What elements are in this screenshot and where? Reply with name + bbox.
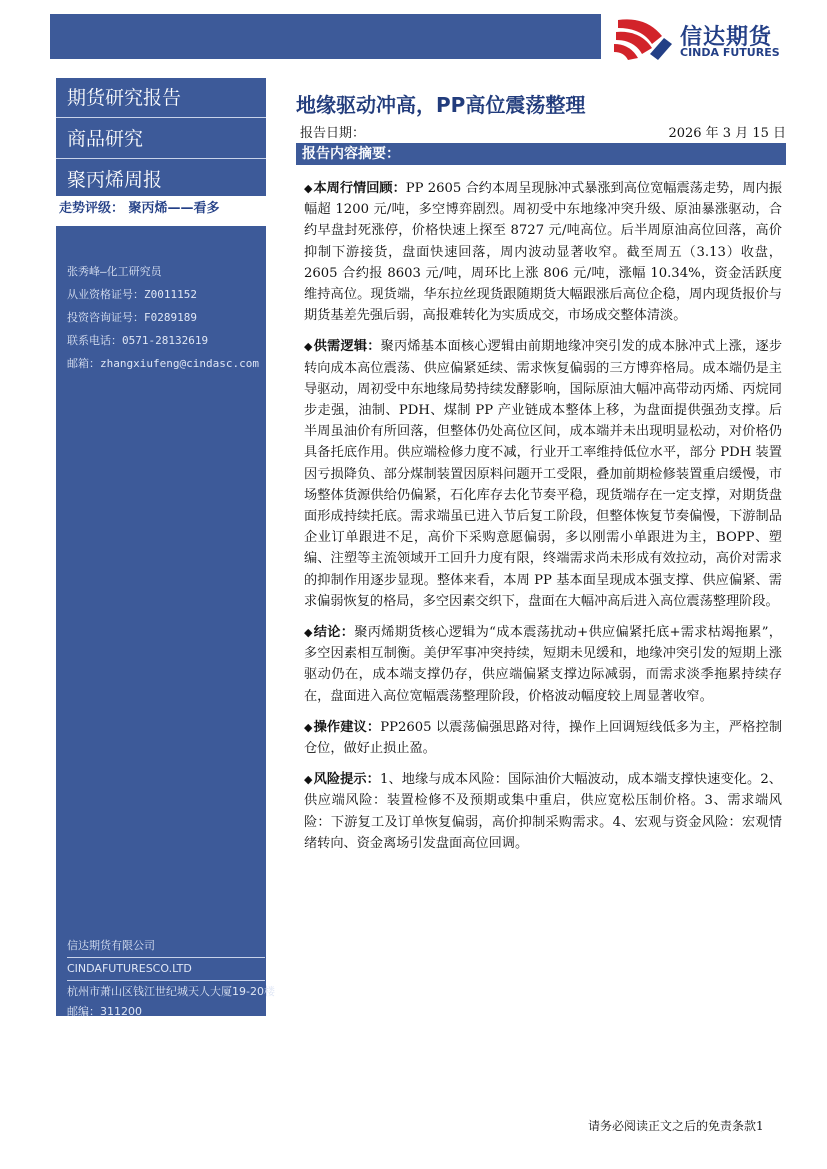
company-divider <box>67 980 265 981</box>
rating-label: 走势评级： 聚丙烯——看多 <box>56 196 266 226</box>
date-label: 报告日期： <box>300 126 366 141</box>
sidebar-divider <box>56 158 266 159</box>
company-website: CINDAFUTURESCO.LTD <box>67 962 192 975</box>
sidebar-divider <box>56 117 266 118</box>
company-info <box>67 936 275 1022</box>
section-label: ◆ 风险提示： <box>304 772 380 787</box>
disclaimer-footer: 请务必阅读正文之后的免责条款1 <box>588 1119 764 1133</box>
author-info <box>67 260 259 375</box>
section-advice <box>304 717 782 759</box>
section-market-review <box>304 178 782 326</box>
logo-name-en: CINDA FUTURES <box>680 46 780 59</box>
report-title: 地缘驱动冲高，PP高位震荡整理 <box>296 93 586 117</box>
header-banner <box>50 14 601 59</box>
section-text: 1、地缘与成本风险：国际油价大幅波动，成本端支撑快速变化。2、供应端风险：装置检修不及预期或集中重启，供应宽松压制价格。3、需求端风险：下游复工及订单恢复偏弱，高价抑制采购需求。4、宏观与资金风险：宏观情绪转向、资金离场引发盘面高位回调。 <box>304 772 782 851</box>
company-postcode: 邮编：311200 <box>67 1005 142 1018</box>
section-text: 聚丙烯基本面核心逻辑由前期地缘冲突引发的成本脉冲式上涨，逐步转向成本高位震荡、供应偏紧延续、需求恢复偏弱的三方博弈格局。成本端仍是主导驱动，周初受中东地缘局势持续发酵影响，国际原油大幅冲高带动丙烯、丙烷同步走强，油制、PDH、煤制 PP 产业链成本整体上移，为盘面提供强劲支撑。后半周虽油价有所回落，但整体仍处高位区间，成本端并未出现明显松动，对价格仍具备托底作用。供应端检修力度不减，行业开工率维持低位水平，部分 PDH 装置因亏损降负、部分煤制装置因原料问题开工受限，叠加前期检修装置重启缓慢，市场整体货源供给仍偏紧，石化库存去化节奏平稳，现货端存在一定支撑，对期货盘面形成持续托底。需求端虽已进入节后复工阶段，但整体恢复节奏偏慢，下游制品企业订单跟进不足，高价下采购意愿偏弱，多以刚需小单跟进为主，BOPP、塑编、注塑等主流领域开工回升力度有限，终端需求尚未形成有效拉动，高价对需求的抑制作用逐步显现。整体来看，本周 PP 基本面呈现成本强支撑、供应偏紧、需求偏弱恢复的格局，多空因素交织下，盘面在大幅冲高后进入高位震荡整理阶段。 <box>304 339 783 609</box>
report-date: 2026 年 3 月 15 日 <box>668 126 786 141</box>
company-divider <box>67 957 265 958</box>
section-supply-demand <box>304 336 782 612</box>
section-text: 聚丙烯期货核心逻辑为“成本震荡扰动+供应偏紧托底+需求枯竭拖累”，多空因素相互制衡。美伊军事冲突持续，短期未见缓和，地缘冲突引发的短期上涨驱动仍在，成本端支撑仍存，供应端偏紧支撑边际减弱，而需求淡季拖累持续存在，盘面进入高位宽幅震荡整理阶段，价格波动幅度较上周显著收窄。 <box>304 625 782 704</box>
cinda-logo-icon <box>612 14 674 62</box>
author-license: 从业资格证号：Z0011152 <box>67 288 197 301</box>
section-text: PP 2605 合约本周呈现脉冲式暴涨到高位宽幅震荡走势，周内振幅超 1200 元/吨，多空博弈剧烈。周初受中东地缘冲突升级、原油暴涨驱动，合约早盘封死涨停，价格快速上探至 8727 元/吨高位。后半周原油高位回落，高价抑制下游接货，盘面快速回落，周内波动显著收窄。截至周五（3.13）收盘，2605 合约报 8603 元/吨，周环比上涨 806 元/吨，涨幅 10.34%，资金活跃度维持高位。现货端，华东拉丝现货跟随期货大幅跟涨后高位企稳，周内现货报价与期货基差先强后弱，高报难转化为实质成交，市场成交整体清淡。 <box>304 181 782 324</box>
report-body <box>304 178 782 864</box>
report-date-row <box>300 122 786 141</box>
author-name: 张秀峰—化工研究员 <box>67 265 162 278</box>
section-label: ◆ 结论： <box>304 625 354 640</box>
author-email: 邮箱：zhangxiufeng@cindasc.com <box>67 357 259 370</box>
section-label: ◆ 本周行情回顾： <box>304 181 406 196</box>
company-logo <box>612 14 812 62</box>
section-label: ◆ 供需逻辑： <box>304 339 381 354</box>
company-name: 信达期货有限公司 <box>67 939 155 952</box>
company-address: 杭州市萧山区钱江世纪城天人大厦19-20楼 <box>67 985 275 998</box>
section-risk <box>304 769 782 854</box>
author-advisor-license: 投资咨询证号：F0289189 <box>67 311 197 324</box>
author-phone: 联系电话：0571-28132619 <box>67 334 209 347</box>
section-label: ◆ 操作建议： <box>304 720 380 735</box>
report-subcategory: 商品研究 <box>67 128 144 150</box>
sidebar <box>56 78 275 1018</box>
section-text: PP2605 以震荡偏强思路对待，操作上回调短线低多为主，严格控制仓位，做好止损止盈。 <box>304 719 783 757</box>
report-type: 聚丙烯周报 <box>67 169 163 191</box>
summary-heading: 报告内容摘要： <box>296 143 786 165</box>
report-category: 期货研究报告 <box>67 87 182 109</box>
section-conclusion <box>304 622 782 707</box>
logo-name-cn: 信达期货 <box>680 25 773 50</box>
